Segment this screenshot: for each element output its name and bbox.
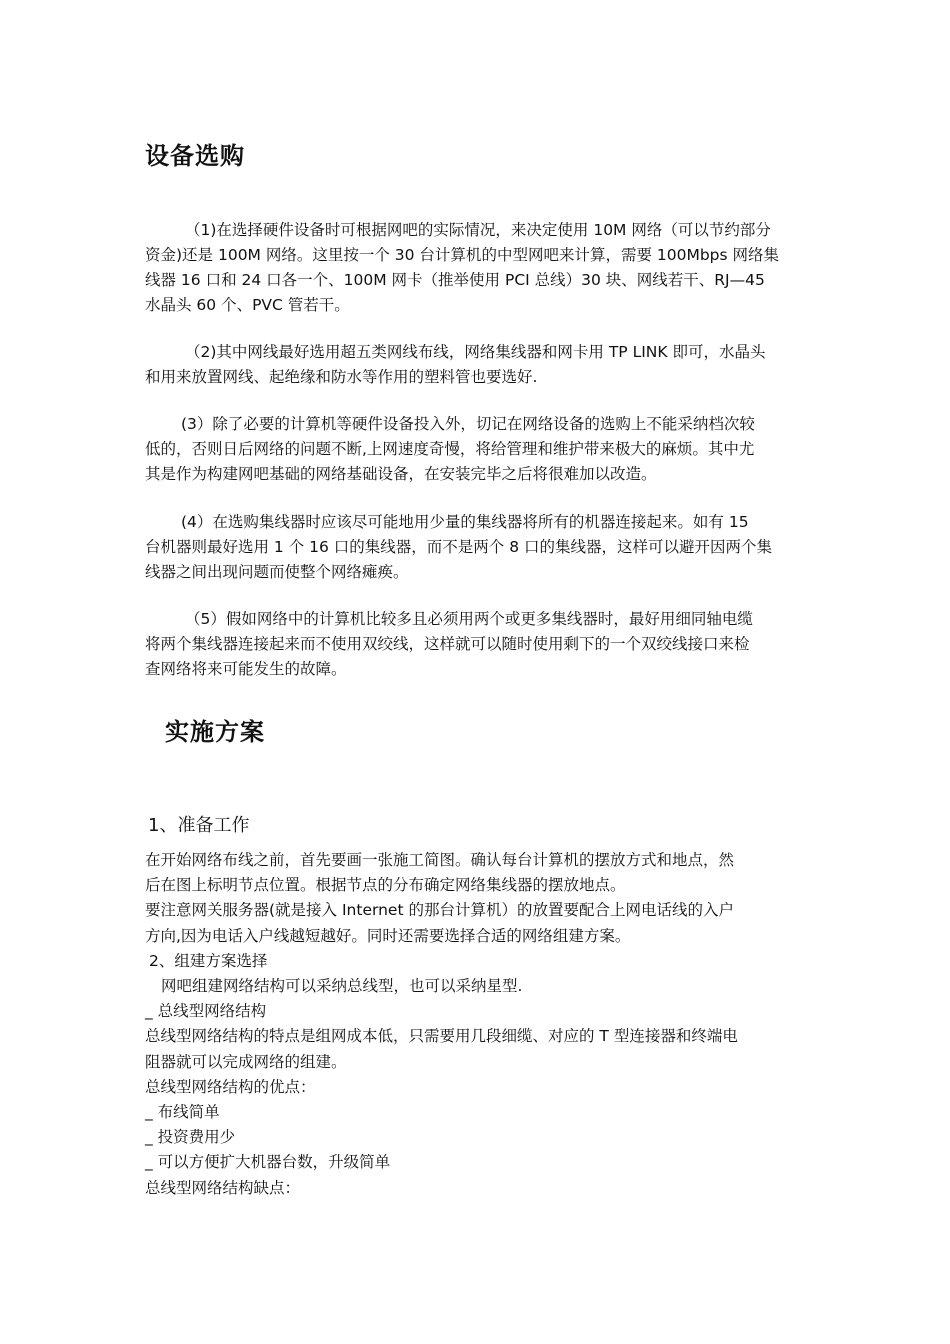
body-line: 要注意网关服务器(就是接入 Internet 的那台计算机）的放置要配合上网电话线的入户	[145, 901, 734, 920]
list-item: _ 投资费用少	[145, 1128, 236, 1147]
paragraph-line: 其是作为构建网吧基础的网络基础设备，在安装完毕之后将很难加以改造。	[145, 465, 657, 483]
paragraph-line: 资金)还是 100M 网络。这里按一个 30 台计算机的中型网吧来计算，需要 100Mbps 网络集	[145, 246, 780, 264]
body-line: 后在图上标明节点位置。根据节点的分布确定网络集线器的摆放地点。	[145, 876, 626, 895]
paragraph-4	[145, 510, 815, 585]
paragraph-line: (3）除了必要的计算机等硬件设备投入外，切记在网络设备的选购上不能采纳档次较	[181, 415, 755, 433]
body-line: 总线型网络结构缺点：	[145, 1178, 301, 1197]
body-line: 网吧组建网络结构可以采纳总线型，也可以采纳星型.	[161, 977, 523, 996]
body-line: 在开始网络布线之前，首先要画一张施工简图。确认每台计算机的摆放方式和地点，然	[145, 851, 735, 869]
section-title-implementation: 实施方案	[165, 718, 265, 746]
paragraph-3	[145, 412, 815, 487]
body-line: 阻器就可以完成网络的组建。	[145, 1052, 347, 1071]
paragraph-line: 水晶头 60 个、PVC 管若干。	[145, 296, 350, 314]
body-line: 总线型网络结构的特点是组网成本低，只需要用几段细缆、对应的 T 型连接器和终端电	[145, 1027, 738, 1046]
list-item: _ 布线简单	[145, 1103, 220, 1122]
paragraph-line: 线器 16 口和 24 口各一个、100M 网卡（推举使用 PCI 总线）30 块、网线若干、RJ—45	[145, 271, 765, 289]
implementation-body	[145, 848, 825, 1201]
subheading-preparation: 1、准备工作	[148, 815, 250, 836]
list-item: _ 总线型网络结构	[145, 1002, 267, 1021]
paragraph-line: （2)其中网线最好选用超五类网线布线，网络集线器和网卡用 TP LINK 即可，水晶头	[185, 343, 766, 361]
body-line: 总线型网络结构的优点：	[145, 1077, 316, 1096]
body-line: 方向,因为电话入户线越短越好。同时还需要选择合适的网络组建方案。	[145, 926, 631, 945]
paragraph-5	[145, 607, 815, 682]
paragraph-line: (4）在选购集线器时应该尽可能地用少量的集线器将所有的机器连接起来。如有 15	[181, 513, 749, 531]
paragraph-line: 低的，否则日后网络的问题不断,上网速度奇慢，将给管理和维护带来极大的麻烦。其中尤	[145, 440, 755, 458]
paragraph-line: 和用来放置网线、起绝缘和防水等作用的塑料管也要选好.	[145, 368, 538, 386]
paragraph-line: 将两个集线器连接起来而不使用双绞线，这样就可以随时使用剩下的一个双绞线接口来检	[145, 635, 750, 653]
paragraph-line: 线器之间出现问题而使整个网络瘫痪。	[145, 563, 409, 581]
paragraph-line: （1)在选择硬件设备时可根据网吧的实际情况，来决定使用 10M 网络（可以节约部分	[185, 221, 771, 239]
subheading-scheme-selection: 2、组建方案选择	[149, 951, 268, 970]
paragraph-line: （5）假如网络中的计算机比较多且必须用两个或更多集线器时，最好用细同轴电缆	[185, 610, 753, 628]
list-item: _ 可以方便扩大机器台数，升级简单	[145, 1153, 391, 1172]
paragraph-2	[145, 340, 815, 390]
section-title-equipment: 设备选购	[145, 142, 245, 170]
paragraph-line: 查网络将来可能发生的故障。	[145, 660, 347, 678]
paragraph-1	[145, 218, 815, 318]
paragraph-line: 台机器则最好选用 1 个 16 口的集线器，而不是两个 8 口的集线器，这样可以避开因两个集	[145, 538, 773, 556]
